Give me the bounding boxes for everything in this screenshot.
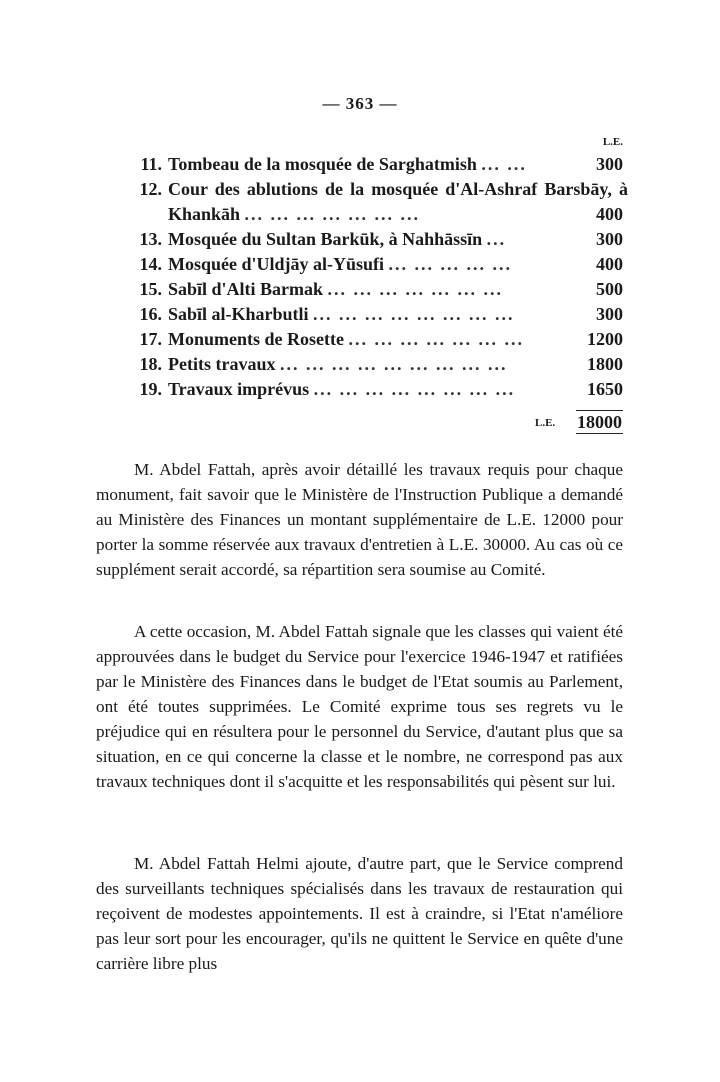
item-label: Mosquée du Sultan Barkūk, à Nahhāssīn ... [168, 229, 507, 249]
unit-header: L.E. [602, 136, 623, 148]
budget-list [0, 152, 720, 402]
page-number: — 363 — [322, 94, 398, 113]
item-number: 19. [139, 379, 162, 399]
item-amount: 1650 [587, 379, 623, 399]
item-amount: 300 [596, 154, 623, 174]
item-label: Travaux imprévus ... ... ... ... ... ... ... ... [168, 379, 516, 399]
item-label: Mosquée d'Uldjāy al-Yūsufi ... ... ... ... ... [168, 254, 513, 274]
paragraph: M. Abdel Fattah Helmi ajoute, d'autre part, que le Service comprend des surveillants techniques spécialisés dans les travaux de restauration qui reçoivent de modestes appointements. Il est à craindre, si l'Etat n'améliore pas leur sort pour les encourager, qu'ils ne quittent le Service en quête d'une carrière libre plus [96, 854, 623, 973]
item-amount: 400 [596, 204, 623, 224]
total-row [0, 410, 720, 436]
budget-item [0, 302, 720, 327]
paragraph: M. Abdel Fattah, après avoir détaillé les travaux requis pour chaque monument, fait savoir que le Ministère de l'Instruction Publique a demandé au Ministère des Finances un montant supplémentaire de L.E. 12000 pour porter la somme réservée aux travaux d'entretien à L.E. 30000. Au cas où ce supplément serait accordé, sa répartition sera soumise au Comité. [96, 460, 623, 579]
item-number: 11. [140, 154, 162, 174]
paragraph: A cette occasion, M. Abdel Fattah signale que les classes qui vaient été approuvées dans le budget du Service pour l'exercice 1946-1947 et ratifiées par le Ministère des Finances dans le budget de l'Etat soumis au Parlement, ont été toutes supprimées. Le Comité exprime tous ses regrets vu le préjudice qui en résultera pour le personnel du Service, d'autant plus que sa situation, en ce qui concerne la classe et le nombre, ne correspond pas aux travaux techniques dont il s'acquitte et les responsabilités qui pèsent sur lui. [96, 622, 623, 791]
item-number: 13. [139, 229, 162, 249]
budget-item [0, 227, 720, 252]
item-amount: 1200 [587, 329, 623, 349]
item-number: 12. [139, 179, 162, 199]
item-number: 17. [139, 329, 162, 349]
budget-item [0, 252, 720, 277]
item-amount: 500 [596, 279, 623, 299]
item-amount: 1800 [587, 354, 623, 374]
item-amount: 400 [596, 254, 623, 274]
budget-item [0, 377, 720, 402]
total-unit: L.E. [535, 417, 556, 429]
item-number: 14. [139, 254, 162, 274]
budget-item [0, 277, 720, 302]
item-label: Tombeau de la mosquée de Sarghatmish ... ... [168, 154, 527, 174]
item-number: 18. [139, 354, 162, 374]
item-label: Petits travaux ... ... ... ... ... ... ... ... ... [168, 354, 508, 374]
item-label: Monuments de Rosette ... ... ... ... ... ... ... [168, 329, 524, 349]
budget-item [0, 177, 720, 227]
item-amount: 300 [596, 304, 623, 324]
item-number: 15. [139, 279, 162, 299]
budget-item [0, 352, 720, 377]
item-number: 16. [139, 304, 162, 324]
item-label: Cour des ablutions de la mosquée d'Al-Ashraf Barsbāy, à Khankāh ... ... ... ... ... ... ... [168, 179, 628, 224]
item-label: Sabīl d'Alti Barmak ... ... ... ... ... ... ... [168, 279, 504, 299]
item-amount: 300 [596, 229, 623, 249]
budget-item [0, 327, 720, 352]
budget-item [0, 152, 720, 177]
total-value: 18000 [577, 412, 622, 432]
item-label: Sabīl al-Kharbutli ... ... ... ... ... ... ... ... [168, 304, 515, 324]
